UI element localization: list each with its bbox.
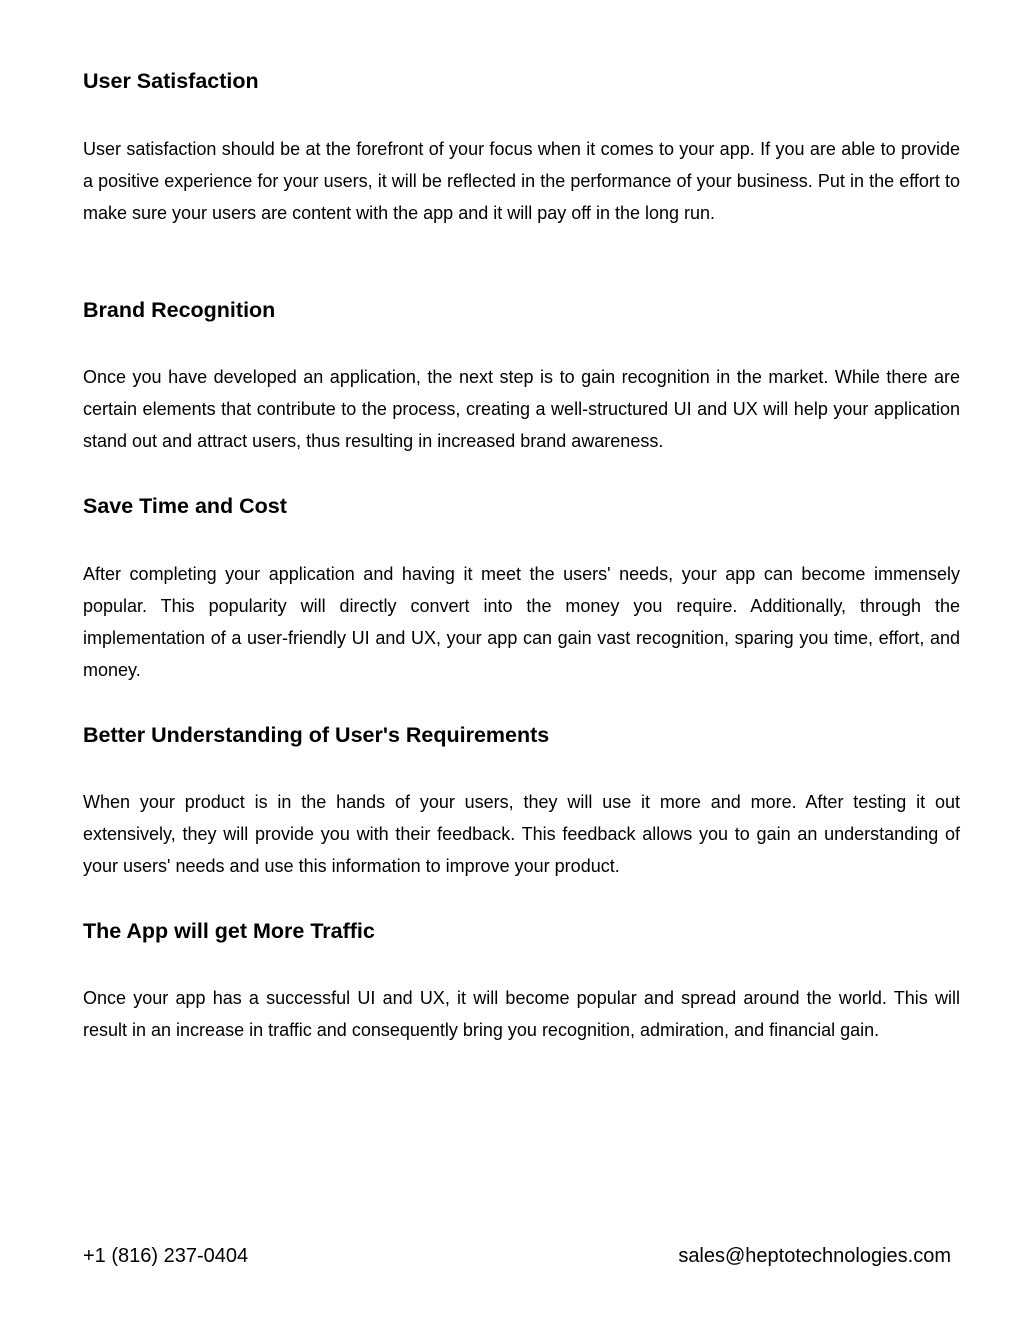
footer-email-address: sales@heptotechnologies.com (678, 1245, 951, 1267)
section-body-brand-recognition: Once you have developed an application, the next step is to gain recognition in the market. While there are certain elements that contribute to the process, creating a well-structured UI and UX will help your application stand out and attract users, thus resulting in increased brand awareness. (83, 367, 960, 451)
section-body-user-satisfaction: User satisfaction should be at the forefront of your focus when it comes to your app. If you are able to provide a positive experience for your users, it will be reflected in the performance of your business. Put in the effort to make sure your users are content with the app and it will pay off in the long run. (83, 139, 960, 223)
section-body-user-requirements: When your product is in the hands of your users, they will use it more and more. After testing it out extensively, they will provide you with their feedback. This feedback allows you to gain an understanding of your users' needs and use this information to improve your product. (83, 792, 960, 876)
section-heading-more-traffic: The App will get More Traffic (83, 919, 375, 943)
section-heading-brand-recognition: Brand Recognition (83, 298, 276, 322)
footer-phone-number: +1 (816) 237-0404 (83, 1245, 249, 1267)
section-heading-user-requirements: Better Understanding of User's Requirements (83, 723, 550, 747)
section-heading-user-satisfaction: User Satisfaction (83, 69, 259, 93)
section-body-save-time-and-cost: After completing your application and having it meet the users' needs, your app can become immensely popular. This popularity will directly convert into the money you require. Additionally, through the implementation of a user-friendly UI and UX, your app can gain vast recognition, sparing you time, effort, and money. (83, 564, 960, 680)
section-body-more-traffic: Once your app has a successful UI and UX, it will become popular and spread around the world. This will result in an increase in traffic and consequently bring you recognition, admiration, and financial gain. (83, 988, 960, 1040)
section-heading-save-time-and-cost: Save Time and Cost (83, 494, 287, 518)
